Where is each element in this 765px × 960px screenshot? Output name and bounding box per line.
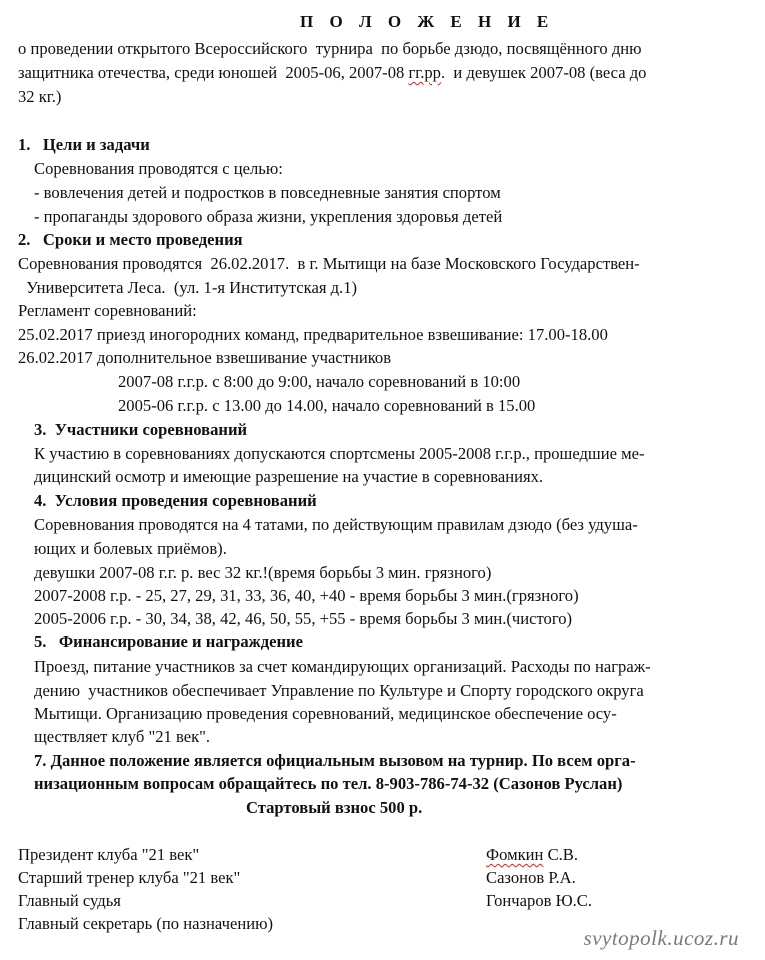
section-1-heading: 1. Цели и задачи xyxy=(18,135,150,154)
section-5-heading: 5. Финансирование и награждение xyxy=(34,632,303,651)
section-5-line: Мытищи. Организацию проведения соревнований, медицинское обеспечение осу- xyxy=(34,704,617,723)
section-4-heading: 4. Условия проведения соревнований xyxy=(34,491,317,510)
section-1-line: Соревнования проводятся с целью: xyxy=(34,159,283,178)
section-4-line: 2005-2006 г.р. - 30, 34, 38, 42, 46, 50, 55, +55 - время борьбы 3 мин.(чистого) xyxy=(34,609,573,628)
section-1-line: - вовлечения детей и подростков в повседневные занятия спортом xyxy=(34,183,501,202)
section-2-line: 2005-06 г.г.р. с 13.00 до 14.00, начало соревнований в 15.00 xyxy=(118,396,536,415)
watermark: svytopolk.ucoz.ru xyxy=(583,925,739,950)
section-5-line: дению участников обеспечивает Управление по Культуре и Спорту городского округа xyxy=(34,681,644,700)
section-2-line: 2007-08 г.г.р. с 8:00 до 9:00, начало соревнований в 10:00 xyxy=(118,372,521,391)
official-invitation-line: 7. Данное положение является официальным вызовом на турнир. По всем орга- xyxy=(34,751,636,770)
intro-line-1: о проведении открытого Всероссийского турнира по борьбе дзюдо, посвящённого дню xyxy=(18,39,642,58)
section-4-line: ющих и болевых приёмов). xyxy=(34,539,227,558)
entry-fee-line: Стартовый взнос 500 р. xyxy=(246,798,423,817)
section-3-line: К участию в соревнованиях допускаются спортсмены 2005-2008 г.г.р., прошедшие ме- xyxy=(34,444,645,463)
intro-line-2-end: . и девушек 2007-08 (веса до xyxy=(440,63,647,82)
section-4-line: девушки 2007-08 г.г. р. вес 32 кг.!(время борьбы 3 мин. грязного) xyxy=(34,563,492,582)
section-3-line: дицинский осмотр и имеющие разрешение на участие в соревнованиях. xyxy=(34,467,544,486)
section-1-line: - пропаганды здорового образа жизни, укрепления здоровья детей xyxy=(34,207,503,226)
section-2-heading: 2. Сроки и место проведения xyxy=(18,230,243,249)
signature-name-coach: Сазонов Р.А. xyxy=(486,868,576,887)
intro-line-3: 32 кг.) xyxy=(18,87,62,106)
document-title: П О Л О Ж Е Н И Е xyxy=(300,12,555,31)
section-2-line: Регламент соревнований: xyxy=(18,301,197,320)
signature-role: Старший тренер клуба "21 век" xyxy=(18,868,241,887)
misspelled-word: Фомкин xyxy=(486,845,544,864)
misspelled-word: гг.рр xyxy=(408,63,441,82)
section-4-line: 2007-2008 г.р. - 25, 27, 29, 31, 33, 36, 40, +40 - время борьбы 3 мин.(грязного) xyxy=(34,586,579,605)
section-2-line: Соревнования проводятся 26.02.2017. в г. Мытищи на базе Московского Государствен- xyxy=(18,254,640,273)
section-3-heading: 3. Участники соревнований xyxy=(34,420,248,439)
section-2-line: 25.02.2017 приезд иногородних команд, предварительное взвешивание: 17.00-18.00 xyxy=(18,325,608,344)
signature-initials: С.В. xyxy=(543,845,579,864)
signature-role: Президент клуба "21 век" xyxy=(18,845,200,864)
contact-line: низационным вопросам обращайтесь по тел. 8-903-786-74-32 (Сазонов Руслан) xyxy=(34,774,623,793)
signature-role: Главный судья xyxy=(18,891,121,910)
section-4-line: Соревнования проводятся на 4 татами, по действующим правилам дзюдо (без удуша- xyxy=(34,515,638,534)
section-5-line: ществляет клуб "21 век". xyxy=(34,727,211,746)
section-2-line: Университета Леса. (ул. 1-я Институтская д.1) xyxy=(18,278,358,297)
intro-line-2-text: защитника отечества, среди юношей 2005-06, 2007-08 xyxy=(18,63,409,82)
section-5-line: Проезд, питание участников за счет командирующих организаций. Расходы по награж- xyxy=(34,657,651,676)
signature-name-president xyxy=(486,843,578,866)
intro-line-2 xyxy=(18,61,646,84)
section-2-line: 26.02.2017 дополнительное взвешивание участников xyxy=(18,348,392,367)
signature-role: Главный секретарь (по назначению) xyxy=(18,914,273,933)
signature-name-judge: Гончаров Ю.С. xyxy=(486,891,593,910)
